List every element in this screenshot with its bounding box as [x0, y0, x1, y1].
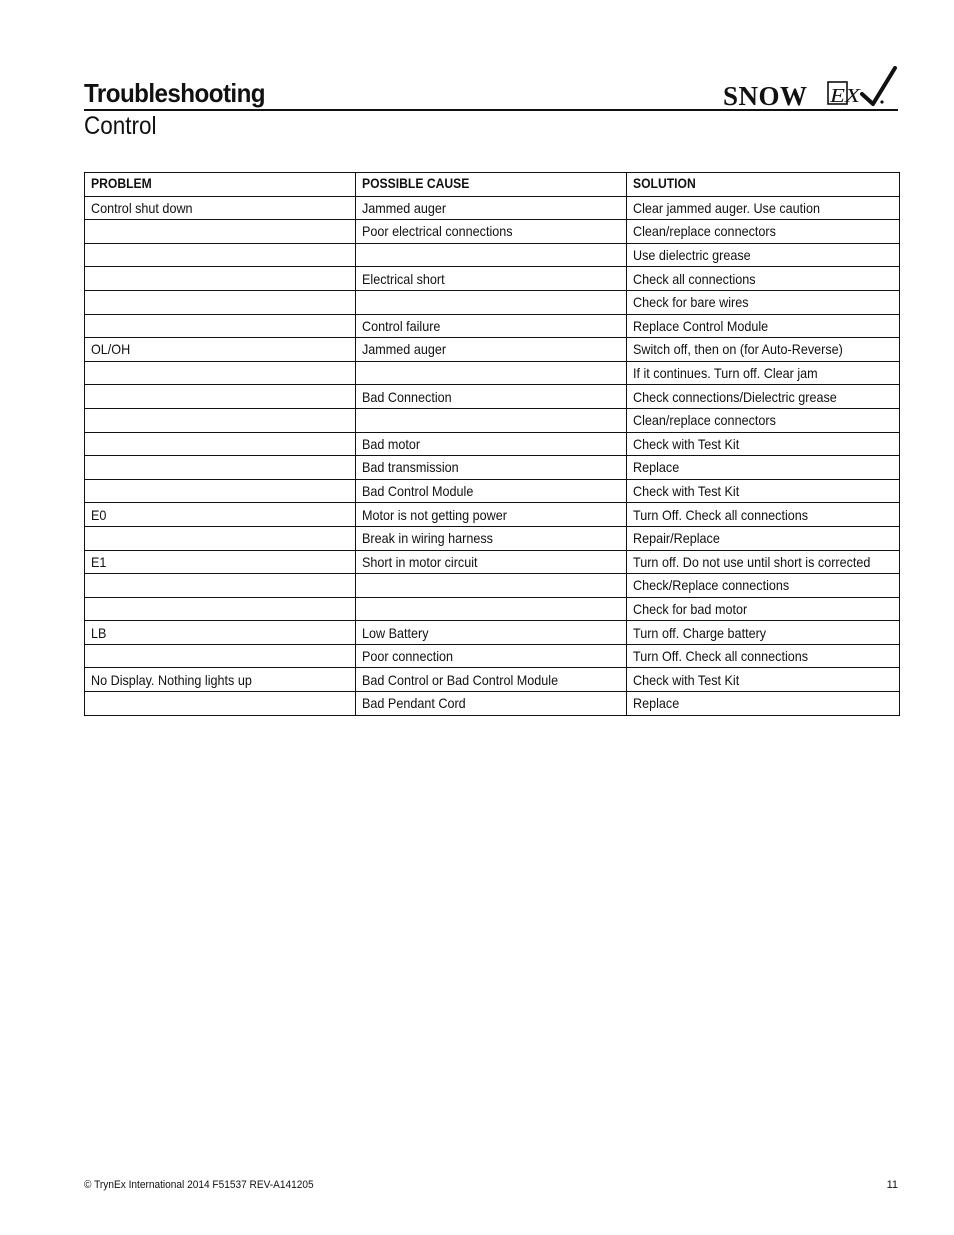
cell-solution: Switch off, then on (for Auto-Reverse) [627, 338, 900, 362]
cell-possible-cause: Low Battery [356, 621, 627, 645]
cell-problem: E0 [85, 503, 356, 527]
cell-solution: Check for bad motor [627, 597, 900, 621]
cell-solution: Replace [627, 456, 900, 480]
cell-solution: Check with Test Kit [627, 668, 900, 692]
cell-possible-cause: Bad transmission [356, 456, 627, 480]
table-row [85, 243, 900, 267]
cell-problem [85, 267, 356, 291]
troubleshooting-table [84, 172, 900, 716]
cell-possible-cause [356, 290, 627, 314]
cell-problem: Control shut down [85, 196, 356, 220]
cell-solution: Check/Replace connections [627, 574, 900, 598]
cell-possible-cause [356, 597, 627, 621]
table-row [85, 692, 900, 716]
cell-possible-cause: Bad Pendant Cord [356, 692, 627, 716]
table-row [85, 456, 900, 480]
cell-problem [85, 456, 356, 480]
column-header-possible-cause: POSSIBLE CAUSE [356, 173, 627, 197]
cell-solution: Turn Off. Check all connections [627, 644, 900, 668]
cell-solution: Replace Control Module [627, 314, 900, 338]
cell-possible-cause: Control failure [356, 314, 627, 338]
cell-problem: OL/OH [85, 338, 356, 362]
cell-solution: Repair/Replace [627, 526, 900, 550]
cell-solution: Turn off. Do not use until short is corrected [627, 550, 900, 574]
cell-problem [85, 432, 356, 456]
logo-text-snow: SNOW [723, 81, 808, 110]
table-row [85, 621, 900, 645]
table-row [85, 574, 900, 598]
cell-problem [85, 479, 356, 503]
table-body [85, 196, 900, 715]
table-row [85, 526, 900, 550]
cell-problem [85, 526, 356, 550]
page-title: Troubleshooting [84, 78, 266, 108]
cell-solution: Replace [627, 692, 900, 716]
cell-possible-cause [356, 574, 627, 598]
cell-solution: If it continues. Turn off. Clear jam [627, 361, 900, 385]
cell-problem [85, 408, 356, 432]
table-row [85, 290, 900, 314]
cell-problem [85, 361, 356, 385]
cell-possible-cause: Jammed auger [356, 196, 627, 220]
cell-problem [85, 220, 356, 244]
cell-possible-cause [356, 408, 627, 432]
table-row [85, 597, 900, 621]
table-row [85, 432, 900, 456]
cell-possible-cause: Motor is not getting power [356, 503, 627, 527]
cell-problem [85, 574, 356, 598]
cell-possible-cause [356, 361, 627, 385]
cell-solution: Check for bare wires [627, 290, 900, 314]
cell-problem [85, 314, 356, 338]
cell-solution: Clear jammed auger. Use caution [627, 196, 900, 220]
cell-possible-cause: Bad Control Module [356, 479, 627, 503]
column-header-solution: SOLUTION [627, 173, 900, 197]
cell-solution: Clean/replace connectors [627, 220, 900, 244]
cell-problem [85, 597, 356, 621]
table-row [85, 338, 900, 362]
cell-possible-cause: Bad motor [356, 432, 627, 456]
table-row [85, 267, 900, 291]
cell-solution: Clean/replace connectors [627, 408, 900, 432]
cell-problem [85, 385, 356, 409]
table-row [85, 668, 900, 692]
cell-possible-cause: Poor connection [356, 644, 627, 668]
page-subtitle: Control [84, 112, 157, 140]
logo-text-ex: EX [828, 85, 861, 107]
cell-problem [85, 243, 356, 267]
table-row [85, 408, 900, 432]
cell-problem: E1 [85, 550, 356, 574]
cell-possible-cause: Short in motor circuit [356, 550, 627, 574]
table-row [85, 220, 900, 244]
table-row [85, 385, 900, 409]
cell-possible-cause [356, 243, 627, 267]
table-row [85, 196, 900, 220]
cell-problem: LB [85, 621, 356, 645]
cell-solution: Turn off. Charge battery [627, 621, 900, 645]
table-row [85, 644, 900, 668]
table-row [85, 550, 900, 574]
cell-possible-cause: Jammed auger [356, 338, 627, 362]
table-row [85, 479, 900, 503]
cell-problem [85, 644, 356, 668]
cell-solution: Use dielectric grease [627, 243, 900, 267]
cell-solution: Check with Test Kit [627, 432, 900, 456]
cell-problem [85, 692, 356, 716]
cell-possible-cause: Poor electrical connections [356, 220, 627, 244]
snowex-logo [723, 66, 898, 110]
cell-possible-cause: Bad Connection [356, 385, 627, 409]
cell-solution: Check with Test Kit [627, 479, 900, 503]
cell-solution: Check connections/Dielectric grease [627, 385, 900, 409]
cell-solution: Check all connections [627, 267, 900, 291]
footer-page-number: 11 [886, 1179, 898, 1191]
cell-possible-cause: Bad Control or Bad Control Module [356, 668, 627, 692]
table-header-row [85, 173, 900, 197]
page-header [84, 66, 898, 146]
cell-possible-cause: Break in wiring harness [356, 526, 627, 550]
cell-problem [85, 290, 356, 314]
cell-possible-cause: Electrical short [356, 267, 627, 291]
table-row [85, 361, 900, 385]
column-header-problem: PROBLEM [85, 173, 356, 197]
cell-problem: No Display. Nothing lights up [85, 668, 356, 692]
cell-solution: Turn Off. Check all connections [627, 503, 900, 527]
table-row [85, 503, 900, 527]
table-row [85, 314, 900, 338]
footer-copyright: © TrynEx International 2014 F51537 REV-A141205 [84, 1179, 314, 1191]
